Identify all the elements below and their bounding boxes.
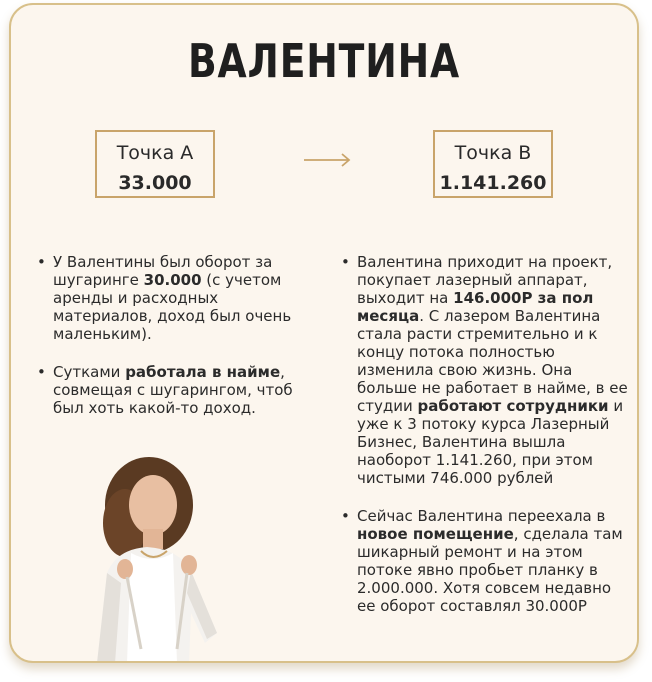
point-a-label: Точка А xyxy=(116,142,194,164)
point-b-box xyxy=(433,130,553,198)
bullet-dot-icon: • xyxy=(341,507,350,525)
after-column xyxy=(339,253,631,635)
point-a-value: 33.000 xyxy=(118,172,192,194)
list-item: • Сутками работала в найме, совмещая с шугарингом, чтоб был хоть какой-то доход. xyxy=(37,363,293,417)
portrait-photo xyxy=(67,453,227,663)
page-title: ВАЛЕНТИНА xyxy=(187,34,461,88)
list-item: • У Валентины был оборот за шугаринге 30.000 (с учетом аренды и расходных материалов, доход был очень маленьким). xyxy=(37,253,292,343)
arrow-right-icon xyxy=(303,153,351,167)
list-item: • Сейчас Валентина переехала в новое помещение, сделала там шикарный ремонт и на этом потоке явно пробьет планку в 2.000.000. Хотя совсем недавно ее оборот составлял 30.000Р xyxy=(341,507,623,615)
point-b-value: 1.141.260 xyxy=(439,172,547,194)
case-card xyxy=(9,3,639,663)
list-item: • Валентина приходит на проект, покупает лазерный аппарат, выходит на 146.000Р за пол месяца. С лазером Валентина стала расти стремительно и к концу потока полностью изменила свою жизнь. Она больше не работает в найме, в ее студии работают сотрудники и уже к 3 потоку курса Лазерный Бизнес, Валентина вышла наоборот 1.141.260, при этом чистыми 746.000 рублей xyxy=(341,253,628,487)
point-b-label: Точка В xyxy=(454,142,532,164)
bullet-dot-icon: • xyxy=(37,363,46,381)
bullet-dot-icon: • xyxy=(37,253,46,271)
bullet-dot-icon: • xyxy=(341,253,350,271)
before-column xyxy=(35,253,295,437)
point-a-box xyxy=(95,130,215,198)
